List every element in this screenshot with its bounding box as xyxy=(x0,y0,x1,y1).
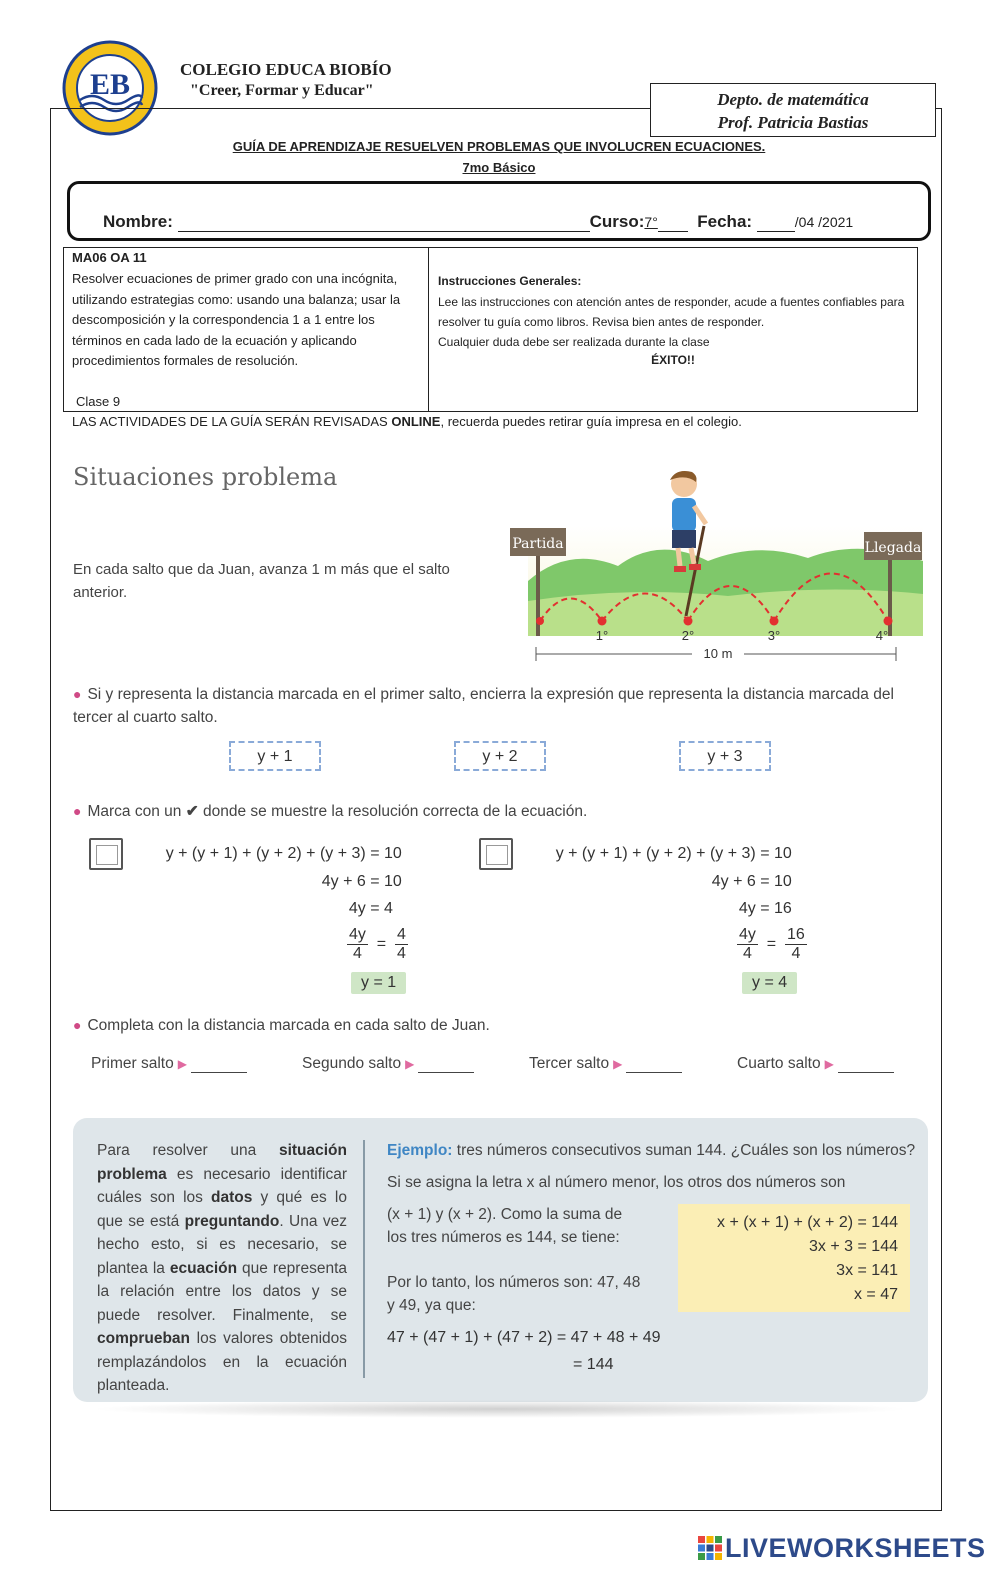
solution-1-line-2: 4y + 6 = 10 xyxy=(150,873,422,891)
guide-title: GUÍA DE APRENDIZAJE RESUELVEN PROBLEMAS QUE INVOLUCREN ECUACIONES. xyxy=(232,139,766,154)
success-message: ÉXITO!! xyxy=(651,353,695,367)
instructions-line-2: Cualquier duda debe ser realizada durante la clase xyxy=(438,335,710,349)
solution-1-line-1-lhs: y + (y + 1) + (y + 2) + (y + 3) xyxy=(165,845,366,862)
question-2-text-before: Marca con un xyxy=(87,803,182,820)
bullet-icon: ● xyxy=(73,1017,82,1033)
text-fragment: es necesario identificar cuáles son los xyxy=(97,1165,347,1206)
solution-1-answer: y = 1 xyxy=(351,972,406,994)
arrow-right-icon: ▶ xyxy=(824,1057,834,1071)
fourth-jump xyxy=(737,1055,894,1073)
problem-intro: En cada salto que da Juan, avanza 1 m más que el salto anterior. xyxy=(73,561,450,601)
department: Depto. de matemática xyxy=(717,90,869,109)
solution-1-line-1-rhs: 10 xyxy=(384,845,402,862)
class-number: Clase 9 xyxy=(76,394,121,409)
school-name: COLEGIO EDUCA BIOBÍO xyxy=(180,60,392,79)
option-y-plus-1[interactable]: y + 1 xyxy=(229,741,321,771)
first-jump xyxy=(91,1055,247,1073)
equation-line-2: 3x + 3 = 144 xyxy=(809,1238,898,1255)
date-value: /04 /2021 xyxy=(794,214,854,230)
name-label: Nombre: xyxy=(103,212,173,231)
example-check-line-1: 47 + (47 + 1) + (47 + 2) = 47 + 48 + 49 xyxy=(387,1329,661,1346)
course-label: Curso: xyxy=(589,212,645,231)
third-jump-answer[interactable] xyxy=(626,1060,682,1073)
solution-2-line-2-rhs: 10 xyxy=(774,873,792,890)
instructions-text xyxy=(438,292,914,352)
jump-illustration xyxy=(508,466,928,666)
online-note-bold: ONLINE xyxy=(391,414,441,429)
course-value: 7° xyxy=(644,214,658,230)
example-sum: (x + 1) y (x + 2). Como la suma de los tres números es 144, se tiene: xyxy=(387,1206,623,1246)
liveworksheets-icon xyxy=(698,1536,722,1560)
instructions-line-1: Lee las instrucciones con atención antes de responder, acude a fuentes confiables para resolver tu guía como libros. Revisa bien antes de responder. xyxy=(438,295,905,329)
method-explanation xyxy=(97,1139,347,1398)
arrow-right-icon: ▶ xyxy=(613,1057,623,1071)
date-day-field[interactable] xyxy=(757,215,795,232)
text-fragment: que representa la relación entre los datos y se puede resolver. Finalmente, se xyxy=(97,1259,347,1324)
fraction-right: $\frac{4}{4}$ xyxy=(397,926,406,962)
online-note-after: , recuerda puedes retirar guía impresa en el colegio. xyxy=(440,414,742,429)
text-fragment: . Una vez hecho esto, si es necesario, se plantea la xyxy=(97,1212,347,1277)
solution-1-line-1: y + (y + 1) + (y + 2) + (y + 3) = 10 xyxy=(150,845,422,863)
keyword: situación problema xyxy=(97,1142,347,1183)
fourth-jump-answer[interactable] xyxy=(838,1060,894,1073)
fraction-left: $\frac{4y}{4}$ xyxy=(349,926,366,962)
third-jump xyxy=(529,1055,682,1073)
online-note xyxy=(72,414,742,429)
question-2 xyxy=(73,800,587,823)
keyword: preguntando xyxy=(184,1212,280,1230)
arrow-right-icon: ▶ xyxy=(177,1057,187,1071)
date-label: Fecha: xyxy=(697,212,753,231)
question-1-text: Si y representa la distancia marcada en el primer salto, encierra la expresión que representa la distancia marcada del tercer al cuarto salto. xyxy=(73,686,894,726)
solution-2-line-3-rhs: 16 xyxy=(774,900,792,917)
course-field[interactable] xyxy=(658,215,688,232)
solution-2-line-3: 4y = 16 xyxy=(540,900,812,918)
keyword: comprueban xyxy=(97,1330,191,1347)
bullet-icon: ● xyxy=(73,686,82,702)
example-label: Ejemplo: xyxy=(387,1142,453,1159)
equation-line-3: 3x = 141 xyxy=(836,1262,898,1279)
solution-2-answer: y = 4 xyxy=(742,972,797,994)
question-3-text: Completa con la distancia marcada en cada salto de Juan. xyxy=(87,1017,490,1034)
bullet-icon: ● xyxy=(73,803,82,819)
distance-label: 10 m xyxy=(703,646,733,661)
first-jump-label: Primer salto xyxy=(91,1055,174,1072)
example-header xyxy=(387,1139,917,1162)
solution-1-line-3-rhs: 4 xyxy=(384,900,393,917)
keyword: datos xyxy=(211,1189,253,1206)
solution-1-line-3: 4y = 4 xyxy=(150,900,422,918)
keyword: ecuación xyxy=(169,1259,238,1277)
end-sign-label: Llegada xyxy=(864,540,922,556)
question-1 xyxy=(73,683,933,729)
department-box xyxy=(650,83,936,137)
name-field[interactable] xyxy=(178,215,590,232)
equation-line-4: x = 47 xyxy=(853,1286,898,1303)
equation-line-1: x + (x + 1) + (x + 2) = 144 xyxy=(717,1214,898,1231)
check-icon: ✔ xyxy=(185,803,199,820)
student-info-line xyxy=(103,212,853,232)
objective-code: MA06 OA 11 xyxy=(72,250,147,265)
school-motto: "Creer, Formar y Educar" xyxy=(190,82,374,99)
student-info-box xyxy=(67,181,931,241)
jump-label-4: 4° xyxy=(875,628,889,643)
solution-2-line-1-rhs: 10 xyxy=(774,845,792,862)
panel-divider xyxy=(363,1140,365,1378)
solution-1-line-2-lhs: 4y + 6 xyxy=(321,873,366,890)
solution-2-line-1-lhs: y + (y + 1) + (y + 2) + (y + 3) xyxy=(555,845,756,862)
jump-label-1: 1° xyxy=(595,628,609,643)
first-jump-answer[interactable] xyxy=(191,1060,247,1073)
fraction-right: $\frac{16}{4}$ xyxy=(787,926,805,962)
solution-2-line-2-lhs: 4y + 6 xyxy=(711,873,756,890)
teacher: Prof. Patricia Bastias xyxy=(717,113,869,132)
table-divider xyxy=(428,247,429,412)
jump-label-2: 2° xyxy=(681,628,695,643)
arrow-right-icon: ▶ xyxy=(405,1057,415,1071)
solution-1-line-3-lhs: 4y xyxy=(348,900,366,917)
solution-2-fraction: $\frac{4y}{4}$ = $\frac{16}{4}$ xyxy=(739,926,805,962)
solution-2-line-1: y + (y + 1) + (y + 2) + (y + 3) = 10 xyxy=(540,845,812,863)
instructions-title: Instrucciones Generales: xyxy=(438,274,582,288)
second-jump-answer[interactable] xyxy=(418,1060,474,1073)
liveworksheets-logo xyxy=(698,1533,986,1564)
start-sign-label: Partida xyxy=(512,536,564,552)
text-fragment: y qué es lo que se está xyxy=(97,1189,348,1230)
jump-label-3: 3° xyxy=(767,628,781,643)
fraction-left: $\frac{4y}{4}$ xyxy=(739,926,756,962)
example-question: tres números consecutivos suman 144. ¿Cuáles son los números? xyxy=(456,1142,916,1159)
option-y-plus-3[interactable]: y + 3 xyxy=(679,741,771,771)
solution-2-checkbox[interactable] xyxy=(479,838,513,870)
solution-1-fraction: $\frac{4y}{4}$ = $\frac{4}{4}$ xyxy=(349,926,406,962)
second-jump-label: Segundo salto xyxy=(302,1055,402,1072)
example-assign: Si se asigna la letra x al número menor, los otros dos números son xyxy=(387,1174,846,1191)
text-fragment: Para resolver una xyxy=(97,1142,279,1159)
solution-1-checkbox[interactable] xyxy=(89,838,123,870)
liveworksheets-brand: LIVEWORKSHEETS xyxy=(725,1533,986,1563)
objective-text: Resolver ecuaciones de primer grado con una incógnita, utilizando estrategias como: usando una balanza; usar la descomposición y la correspondencia 1 a 1 entre los términos en cada lado de la ecuación y aplicando procedimientos formales de resolución. xyxy=(72,271,401,368)
second-jump xyxy=(302,1055,474,1073)
question-3 xyxy=(73,1014,490,1037)
text-fragment: los valores obtenidos remplazándolos en la ecuación planteada. xyxy=(97,1330,347,1394)
example-result: Por lo tanto, los números son: 47, 48 y 49, ya que: xyxy=(387,1274,641,1314)
third-jump-label: Tercer salto xyxy=(529,1055,610,1072)
solution-2-line-2: 4y + 6 = 10 xyxy=(540,873,812,891)
equation-box xyxy=(678,1204,910,1312)
grade-level: 7mo Básico xyxy=(462,160,536,175)
fourth-jump-label: Cuarto salto xyxy=(737,1055,821,1072)
panel-shadow xyxy=(90,1400,910,1418)
question-2-text-after: donde se muestre la resolución correcta de la ecuación. xyxy=(203,803,588,820)
logo-text: EB xyxy=(89,68,131,101)
example-check-line-2: = 144 xyxy=(573,1356,614,1373)
option-y-plus-2[interactable]: y + 2 xyxy=(454,741,546,771)
solution-1-line-2-rhs: 10 xyxy=(384,873,402,890)
online-note-before: LAS ACTIVIDADES DE LA GUÍA SERÁN REVISADAS xyxy=(72,414,392,429)
solution-2-line-3-lhs: 4y xyxy=(738,900,756,917)
section-title: Situaciones problema xyxy=(73,463,338,491)
